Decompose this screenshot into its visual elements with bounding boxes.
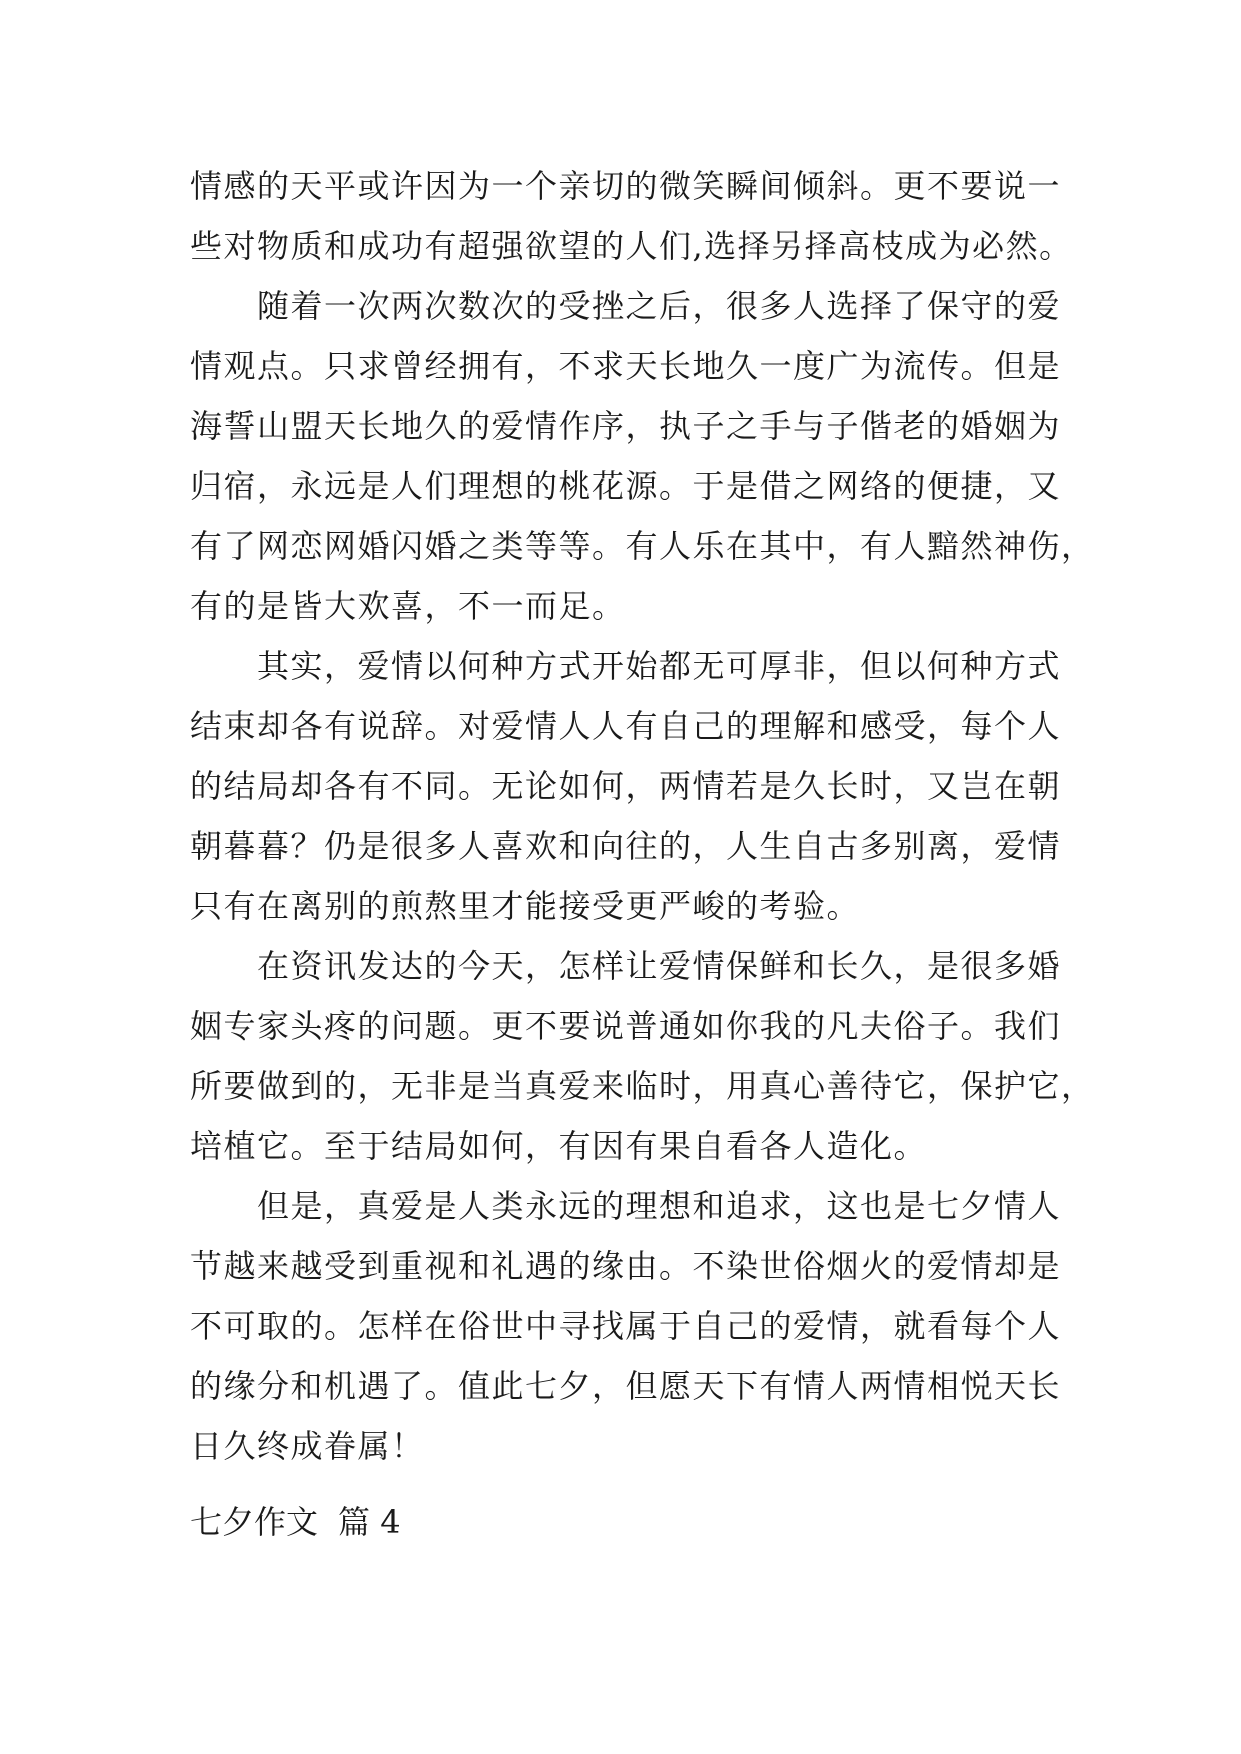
text-line: 情观点。只求曾经拥有，不求天长地久一度广为流传。但是 [190, 347, 1062, 385]
text-line: 结束却各有说辞。对爱情人人有自己的理解和感受，每个人 [190, 707, 1062, 745]
text-line: 有的是皆大欢喜，不一而足。 [190, 587, 626, 625]
text-line: 在资讯发达的今天，怎样让爱情保鲜和长久，是很多婚 [190, 947, 1062, 985]
text-line: 的结局却各有不同。无论如何，两情若是久长时，又岂在朝 [190, 767, 1062, 805]
text-line: 日久终成眷属！ [190, 1427, 425, 1465]
text-line: 海誓山盟天长地久的爱情作序，执子之手与子偕老的婚姻为 [190, 407, 1062, 445]
heading-part: 篇 4 [338, 1503, 401, 1541]
text-line: 些对物质和成功有超强欲望的人们,选择另择高枝成为必然。 [190, 227, 1073, 265]
section-heading [190, 1492, 401, 1552]
body-text [190, 156, 1095, 1476]
text-line: 不可取的。怎样在俗世中寻找属于自己的爱情，就看每个人 [190, 1307, 1062, 1345]
text-line: 情感的天平或许因为一个亲切的微笑瞬间倾斜。更不要说一 [190, 167, 1062, 205]
heading-title: 七夕作文 [190, 1503, 319, 1541]
text-line: 的缘分和机遇了。值此七夕，但愿天下有情人两情相悦天长 [190, 1367, 1062, 1405]
text-line: 所要做到的，无非是当真爱来临时，用真心善待它，保护它， [190, 1067, 1095, 1105]
text-line: 有了网恋网婚闪婚之类等等。有人乐在其中，有人黯然神伤， [190, 527, 1095, 565]
text-line: 其实，爱情以何种方式开始都无可厚非，但以何种方式 [190, 647, 1062, 685]
text-line: 归宿，永远是人们理想的桃花源。于是借之网络的便捷，又 [190, 467, 1062, 505]
text-line: 节越来越受到重视和礼遇的缘由。不染世俗烟火的爱情却是 [190, 1247, 1062, 1285]
text-line: 姻专家头疼的问题。更不要说普通如你我的凡夫俗子。我们 [190, 1007, 1062, 1045]
text-line: 只有在离别的煎熬里才能接受更严峻的考验。 [190, 887, 861, 925]
text-line: 但是，真爱是人类永远的理想和追求，这也是七夕情人 [190, 1187, 1062, 1225]
text-line: 随着一次两次数次的受挫之后，很多人选择了保守的爱 [190, 287, 1062, 325]
text-line: 朝暮暮？仍是很多人喜欢和向往的，人生自古多别离，爱情 [190, 827, 1062, 865]
text-line: 培植它。至于结局如何，有因有果自看各人造化。 [190, 1127, 928, 1165]
